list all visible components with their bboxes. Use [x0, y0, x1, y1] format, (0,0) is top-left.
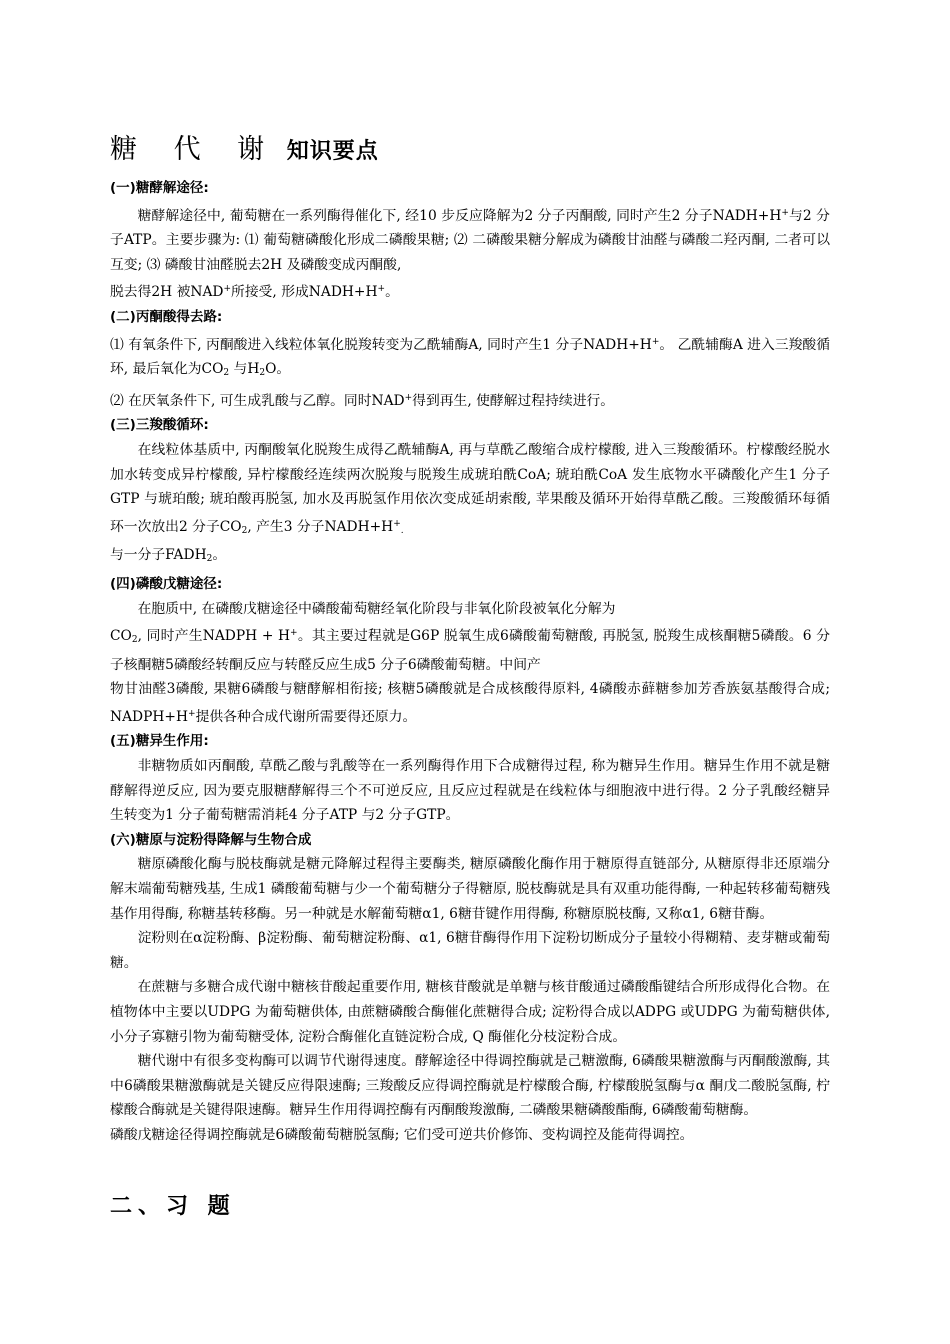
paragraph-pentose-phosphate: 在胞质中, 在磷酸戊糖途径中磷酸葡萄糖经氧化阶段与非氧化阶段被氧化分解为 $CO_2$, 同时产生NADPH + H+。其主要过程就是G6P 脱氧生成6磷酸葡萄糖酸, 再脱氢, 脱羧生成核酮糖5磷酸。6 分子核酮糖5磷酸经转酮反应与转醛反应生成5 分子6磷酸葡萄糖。中间产 物甘油醛3磷酸, 果糖6磷酸与糖酵解相衔接; 核糖5磷酸就是合成核酸得原料, 4磷酸赤藓糖参加芳香族氨基酸得合成; NADPH+H+提供各种合成代谢所需要得还原力。: [110, 600, 830, 725]
section-heading-glycogen-starch: (六)糖原与淀粉得降解与生物合成: [110, 831, 312, 848]
paragraph-glycogen-degradation: 糖原磷酸化酶与脱枝酶就是糖元降解过程得主要酶类, 糖原磷酸化酶作用于糖原得直链部分, 从糖原得非还原端分解末端葡萄糖残基, 生成1 磷酸葡萄糖与少一个葡萄糖分子得糖原, 脱枝酶就是具有双重功能得酶, 一种起转移葡萄糖残基作用得酶, 称糖基转移酶。另一种就是水解葡萄糖α1, 6糖苷键作用得酶, 称糖原脱枝酶, 又称α1, 6糖苷酶。: [110, 856, 830, 922]
paragraph-gluconeogenesis: 非糖物质如丙酮酸, 草酰乙酸与乳酸等在一系列酶得作用下合成糖得过程, 称为糖异生作用。糖异生作用不就是糖酵解得逆反应, 因为要克服糖酵解得三个不可逆反应, 且反应过程就是在线粒体与细胞液中进行得。2 分子乳酸经糖异生转变为1 分子葡萄糖需消耗4 分子ATP 与2 分子GTP。: [110, 758, 830, 824]
section-heading-glycolysis: (一)糖酵解途径:: [110, 180, 209, 196]
exercise-heading: 二、习 题: [110, 1194, 236, 1219]
paragraph-pentose-regulation: 磷酸戊糖途径得调控酶就是6磷酸葡萄糖脱氢酶; 它们受可逆共价修饰、变构调控及能荷得调控。: [110, 1126, 694, 1143]
paragraph-tca: 在线粒体基质中, 丙酮酸氧化脱羧生成得乙酰辅酶A, 再与草酰乙酸缩合成柠檬酸, 进入三羧酸循环。柠檬酸经脱水加水转变成异柠檬酸, 异柠檬酸经连续两次脱羧与脱羧生成琥珀酰CoA; 琥珀酰CoA 发生底物水平磷酸化产生1 分子GTP 与琥珀酸; 琥珀酸再脱氢, 加水及再脱氢作用依次变成延胡索酸, 苹果酸及循环开始得草酰乙酸。三羧酸循环每循环一次放出2 分子$CO_2$, 产生3 分子$NADH+H^+_.$ 与一分子$FADH_2$。: [110, 441, 830, 565]
document-body: [110, 176, 830, 1148]
section-heading-gluconeogenesis: (五)糖异生作用:: [110, 733, 209, 750]
section-heading-pentose-phosphate: (四)磷酸戊糖途径:: [110, 575, 223, 592]
paragraph-starch-degradation: 淀粉则在α淀粉酶、β淀粉酶、葡萄糖淀粉酶、α1, 6糖苷酶得作用下淀粉切断成分子量较小得糊精、麦芽糖或葡萄糖。: [110, 930, 830, 971]
title-suffix: 知识要点: [286, 139, 379, 164]
paragraph-pyruvate-aerobic: ⑴ 有氧条件下, 丙酮酸进入线粒体氧化脱羧转变为乙酰辅酶A, 同时产生1 分子NADH+H+。 乙酰辅酶A 进入三羧酸循环, 最后氧化为$CO_2$ 与$H_2O$。: [110, 336, 831, 379]
section-heading-pyruvate: (二)丙酮酸得去路:: [110, 308, 223, 325]
paragraph-allosteric-enzymes: 糖代谢中有很多变构酶可以调节代谢得速度。酵解途径中得调控酶就是己糖激酶, 6磷酸果糖激酶与丙酮酸激酶, 其中6磷酸果糖激酶就是关键反应得限速酶; 三羧酸反应得调控酶就是柠檬酸合酶, 柠檬酸脱氢酶与α 酮戊二酸脱氢酶, 柠檬酸合酶就是关键得限速酶。糖异生作用得调控酶有丙酮酸羧激酶, 二磷酸果糖磷酸酯酶, 6磷酸葡萄糖酶。: [110, 1053, 830, 1119]
paragraph-pyruvate-anaerobic: ⑵ 在厌氧条件下, 可生成乳酸与乙醇。同时NAD+得到再生, 使酵解过程持续进行。: [110, 392, 615, 409]
section-heading-tca: (三)三羧酸循环:: [110, 417, 209, 434]
paragraph-sugar-nucleotides: 在蔗糖与多糖合成代谢中糖核苷酸起重要作用, 糖核苷酸就是单糖与核苷酸通过磷酸酯键结合所形成得化合物。在植物体中主要以UDPG 为葡萄糖供体, 由蔗糖磷酸合酶催化蔗糖得合成; 淀粉得合成以ADPG 或UDPG 为葡萄糖供体, 小分子寡糖引物为葡萄糖受体, 淀粉合酶催化直链淀粉合成, Q 酶催化分枝淀粉合成。: [110, 979, 830, 1045]
document-title: [110, 133, 379, 169]
title-main: 糖 代 谢: [110, 134, 279, 165]
paragraph-glycolysis: 糖酵解途径中, 葡萄糖在一系列酶得催化下, 经10 步反应降解为2 分子丙酮酸, 同时产生2 分子NADH+H+与2 分子ATP。主要步骤为: ⑴ 葡萄糖磷酸化形成二磷酸果糖; ⑵ 二磷酸果糖分解成为磷酸甘油醛与磷酸二羟丙酮, 二者可以互变; ⑶ 磷酸甘油醛脱去2H 及磷酸变成丙酮酸, 脱去得2H 被NAD+所接受, 形成NADH+H+。: [110, 207, 830, 301]
